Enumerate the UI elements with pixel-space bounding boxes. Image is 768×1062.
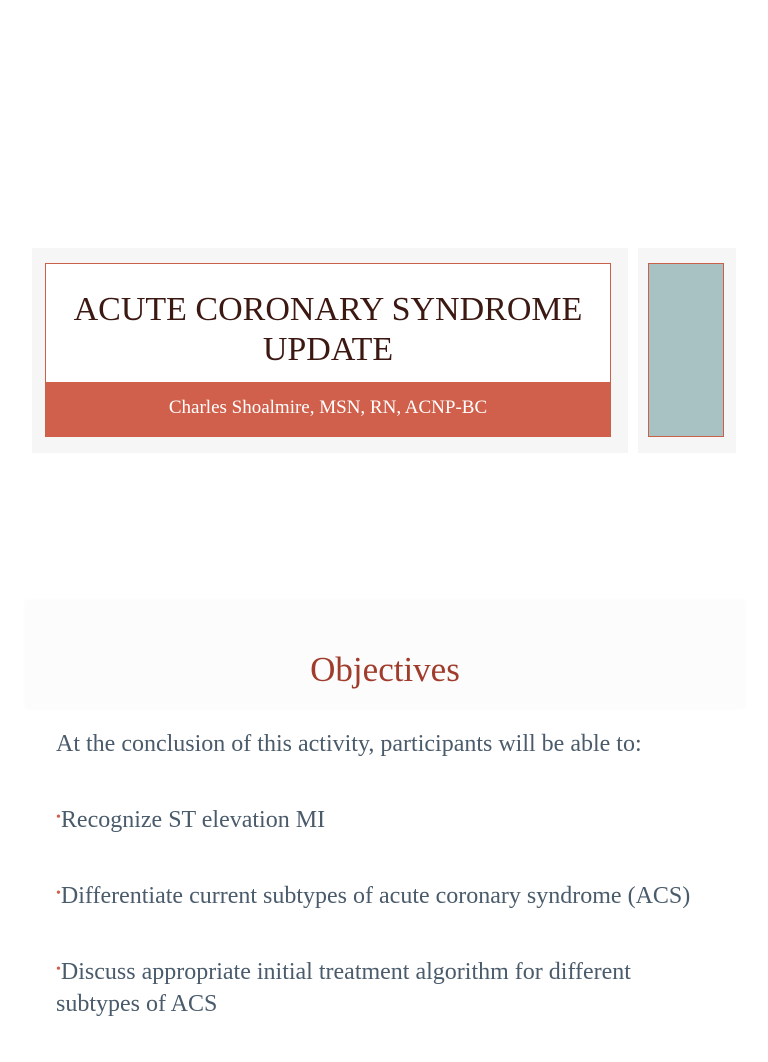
objective-item-text: Differentiate current subtypes of acute coronary syndrome (ACS) xyxy=(60,883,691,909)
bullet-icon: • xyxy=(56,962,61,977)
objective-item xyxy=(56,878,716,912)
objective-item-text: Discuss appropriate initial treatment algorithm for different subtypes of ACS xyxy=(56,959,631,1017)
objectives-intro: At the conclusion of this activity, participants will be able to: xyxy=(56,731,642,757)
slide-title-line-1: ACUTE CORONARY SYNDROME xyxy=(73,291,583,328)
objectives-slide xyxy=(0,585,768,1024)
objective-item xyxy=(56,802,716,836)
presenter-name: Charles Shoalmire, MSN, RN, ACNP-BC xyxy=(168,397,488,418)
subtitle-band xyxy=(46,382,610,437)
objective-item xyxy=(56,954,716,1020)
objectives-title-box xyxy=(26,601,744,708)
bullet-icon: • xyxy=(56,886,61,901)
title-box xyxy=(45,263,611,437)
objectives-body xyxy=(56,728,716,1062)
accent-box xyxy=(648,263,724,437)
bullet-icon: • xyxy=(56,810,61,825)
objectives-title: Objectives xyxy=(310,650,460,689)
objective-item-text: Recognize ST elevation MI xyxy=(60,807,326,833)
slide-title-line-2: UPDATE xyxy=(262,331,394,368)
slide-title xyxy=(46,290,610,370)
